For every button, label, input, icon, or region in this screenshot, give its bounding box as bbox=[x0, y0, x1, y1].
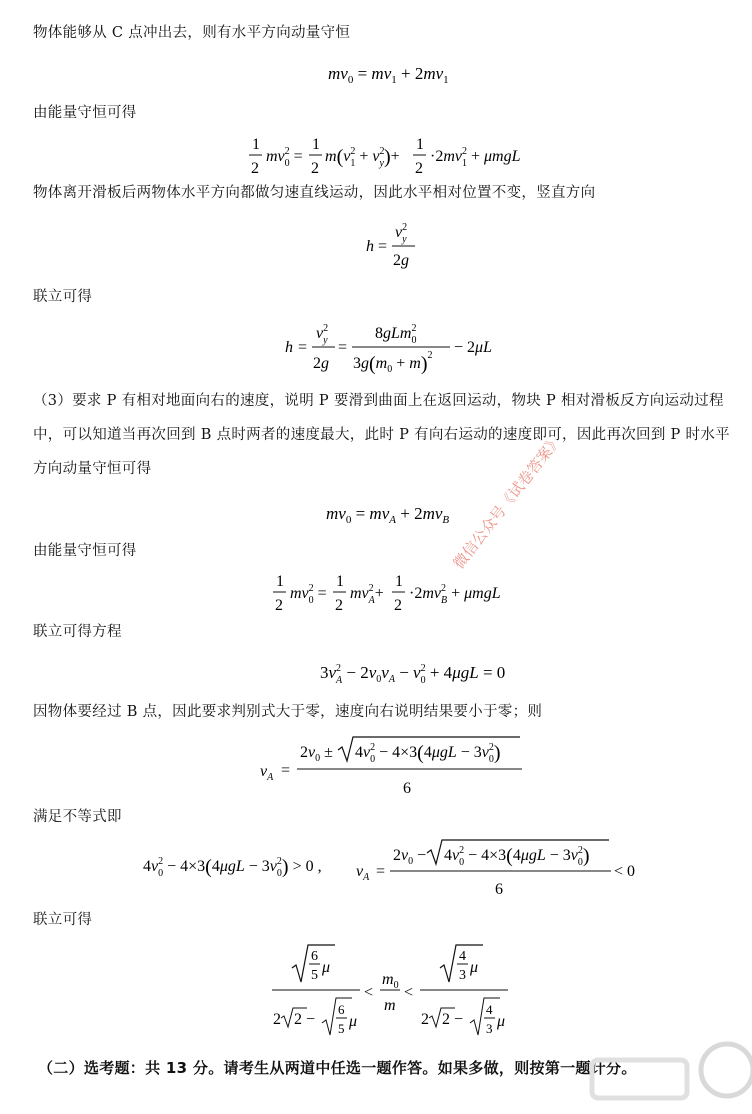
svg-text:5: 5 bbox=[311, 968, 318, 983]
svg-text:<: < bbox=[404, 984, 414, 1001]
svg-text:2: 2 bbox=[294, 1011, 302, 1028]
section-heading: （二）选考题：共 13 分。请考生从两道中任选一题作答。如果多做，则按第一题计分。 bbox=[38, 1059, 637, 1077]
paragraph-5: （3）要求 P 有相对地面向右的速度，说明 P 要滑到曲面上在返回运动，物块 P 相对滑板反方向运动过程中，可以知道当再次回到 B 点时两者的速度最大，此时 P 有向右运动的速度即可，因此再次回到 P 时水平方向动量守恒可得 bbox=[33, 393, 730, 477]
equation-vA-solution bbox=[0, 733, 752, 799]
svg-text:=: = bbox=[376, 863, 386, 880]
svg-text:m(v21 + v2y)+: $m(v^2$ $1 + v^2$ y)+ bbox=[325, 146, 400, 169]
svg-text:1: 1 bbox=[252, 136, 260, 153]
svg-text:2: 2 bbox=[442, 1011, 450, 1028]
svg-text:1: 1 bbox=[395, 573, 403, 590]
watermark: 微信公众号《试卷答案》 bbox=[449, 431, 566, 573]
paragraph-1: 物体能够从 C 点冲出去，则有水平方向动量守恒 bbox=[33, 25, 351, 41]
paragraph-10: 联立可得 bbox=[33, 912, 93, 928]
svg-text:2g: 2g bbox=[393, 252, 409, 269]
svg-text:1: 1 bbox=[276, 573, 284, 590]
paragraph-7: 联立可得方程 bbox=[33, 624, 122, 640]
svg-text:2: 2 bbox=[273, 1011, 281, 1028]
svg-text:2: 2 bbox=[415, 160, 423, 177]
equation-ratio-range bbox=[0, 940, 752, 1040]
svg-text:μ: μ bbox=[349, 1013, 358, 1030]
svg-text:mv20 =: $mv^2$ 0 = bbox=[266, 146, 303, 169]
equation-inequality bbox=[0, 836, 752, 902]
svg-text:−: − bbox=[454, 1011, 464, 1028]
svg-text:=: = bbox=[338, 339, 348, 356]
corner-logo bbox=[552, 1030, 752, 1110]
svg-text:1: 1 bbox=[336, 573, 344, 590]
svg-text:h: h bbox=[285, 339, 293, 356]
paragraph-9: 满足不等式即 bbox=[33, 809, 122, 825]
svg-text:4: 4 bbox=[459, 949, 466, 964]
svg-text:1: 1 bbox=[312, 136, 320, 153]
svg-text:4: 4 bbox=[486, 1002, 493, 1017]
svg-text:6: 6 bbox=[311, 949, 318, 964]
svg-text:2: 2 bbox=[421, 1011, 429, 1028]
equation-energy-2 bbox=[0, 570, 752, 620]
svg-text:mv0 = mvA + 2mvB: $mv_0 = mv_A + 2mv_B$ bbox=[326, 504, 450, 526]
paragraph-4: 联立可得 bbox=[33, 289, 93, 305]
svg-text:2: 2 bbox=[311, 160, 319, 177]
svg-text:2: 2 bbox=[251, 160, 259, 177]
svg-text:mv2A+: $mv^2$ A+ bbox=[350, 583, 384, 606]
svg-text:8gLm20: 8gLm$^2$ 0 bbox=[375, 323, 417, 346]
svg-text:−: − bbox=[306, 1011, 316, 1028]
svg-text:5: 5 bbox=[338, 1021, 345, 1036]
svg-text:vA: $v_A$ bbox=[356, 863, 370, 883]
paragraph-6: 由能量守恒可得 bbox=[33, 543, 137, 559]
paragraph-2: 由能量守恒可得 bbox=[33, 105, 137, 121]
svg-text:mv0 = mv1 + 2mv1: $mv_0 = mv_1 + 2mv_1$ bbox=[328, 64, 449, 86]
svg-text:=: = bbox=[281, 762, 291, 779]
equation-quadratic bbox=[0, 658, 752, 688]
svg-text:μ: μ bbox=[497, 1013, 506, 1030]
svg-text:4v20 − 4×3(4μgL − 3v20) > 0 ,: $4v^2$ $0 - 4\times 3(4\mu gL - 3v^2$ 0) > 0 , bbox=[143, 856, 322, 879]
svg-text:2v0 ±: $2v_0$ ± bbox=[300, 744, 333, 764]
svg-text:< 0: < 0 bbox=[614, 863, 636, 880]
svg-text:·2mv2B + μmgL: $\cdot 2mv^2$ B + μmgL bbox=[409, 583, 501, 606]
svg-text:2g: 2g bbox=[313, 355, 329, 372]
svg-text:μ: μ bbox=[322, 959, 331, 976]
equation-momentum-1 bbox=[0, 60, 752, 90]
equation-energy-1 bbox=[0, 133, 752, 183]
svg-text:2: 2 bbox=[335, 597, 343, 614]
svg-text:=: = bbox=[298, 339, 308, 356]
svg-text:h: h bbox=[366, 238, 374, 255]
svg-text:2v0 −: $2v_0$ − bbox=[393, 847, 427, 867]
svg-text:mv20 =: $mv^2$ 0 = bbox=[290, 583, 327, 606]
svg-text:·2mv21 + μmgL: $\cdot 2mv^2$ 1 + μmgL bbox=[430, 146, 521, 169]
svg-text:v2y: $v^2$ y bbox=[395, 222, 408, 245]
svg-text:6: 6 bbox=[338, 1002, 345, 1017]
svg-text:2: 2 bbox=[275, 597, 283, 614]
svg-text:3g(m0 + m)2: $3g(m_0 + m)^2$ bbox=[353, 350, 433, 375]
svg-text:6: 6 bbox=[495, 881, 503, 898]
svg-text:m0: $m_0$ bbox=[382, 971, 399, 991]
svg-text:=: = bbox=[378, 238, 388, 255]
svg-text:2: 2 bbox=[394, 597, 402, 614]
equation-momentum-2 bbox=[0, 500, 752, 530]
paragraph-3: 物体离开滑板后两物体水平方向都做匀速直线运动，因此水平相对位置不变，竖直方向 bbox=[33, 185, 596, 201]
svg-text:vA: $v_A$ bbox=[260, 763, 274, 783]
svg-text:<: < bbox=[364, 984, 374, 1001]
paragraph-8: 因物体要经过 B 点，因此要求判别式大于零，速度向右说明结果要小于零；则 bbox=[33, 704, 543, 720]
svg-text:1: 1 bbox=[416, 136, 424, 153]
svg-text:6: 6 bbox=[403, 780, 411, 797]
svg-text:− 2μL: − 2μL bbox=[454, 339, 492, 356]
svg-text:3: 3 bbox=[486, 1021, 493, 1036]
svg-text:μ: μ bbox=[470, 959, 479, 976]
svg-text:4v20 − 4×3(4μgL − 3v20): $4v^2$ $0 - 4\times 3(4\mu gL - 3v^2$ 0) bbox=[444, 845, 590, 868]
svg-text:3v2A − 2v0vA − v20 + 4μgL = 0: $3v^2$ $A - 2v_0v_A - v^2$ 0 + 4μgL = 0 bbox=[320, 663, 506, 686]
equation-height-1 bbox=[0, 215, 752, 273]
equation-height-2 bbox=[0, 316, 752, 376]
svg-text:v2y: $v^2$ y bbox=[316, 323, 329, 346]
svg-text:3: 3 bbox=[459, 968, 466, 983]
svg-text:4v20 − 4×3(4μgL − 3v20): $4v^2$ $0 - 4\times 3(4\mu gL - 3v^2$ 0) bbox=[355, 742, 501, 765]
svg-text:m: m bbox=[384, 997, 396, 1014]
